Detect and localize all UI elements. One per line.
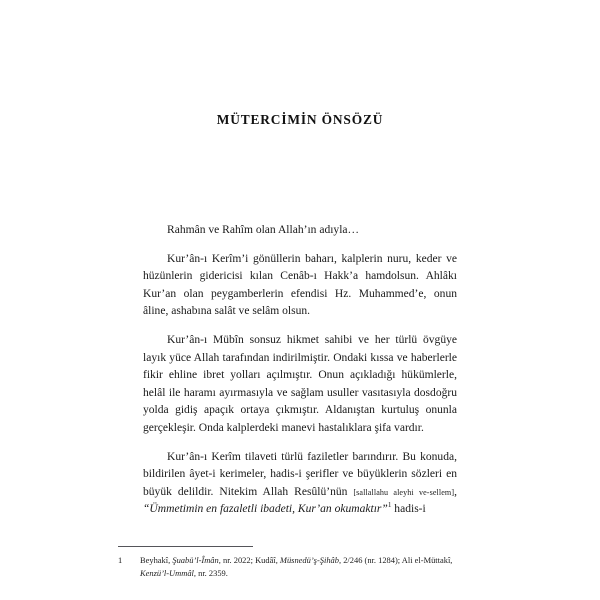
source-title: Müsnedü’ş-Şihâb bbox=[279, 555, 339, 565]
text-run: hadis-i bbox=[391, 503, 426, 516]
footnote-separator-rule bbox=[118, 546, 253, 547]
text-run: , bbox=[454, 485, 458, 498]
text-run: Kur’ân-ı Kerîm tilaveti türlü faziletler barındırır. Bu konuda, bildirilen âyet-i kerimeler, hadis-i şerifler ve büyüklerin sözleri en büyük delildir. Nitekim Allah Resûlü’nün bbox=[143, 450, 457, 498]
text-run: , 2/246 (nr. 1284); Ali el-Müttakî, bbox=[338, 555, 453, 565]
text-run: , nr. 2022; Kudâî, bbox=[218, 555, 280, 565]
hadith-quote: “Ümmetimin en fazaletli ibadeti, Kur’an okumaktır” bbox=[143, 503, 388, 516]
paragraph-kuran-mubin: Kur’ân-ı Mübîn sonsuz hikmet sahibi ve her türlü övgüye layık yüce Allah tarafından indirilmiştir. Ondaki kıssa ve haberlerle fikir ehline ibret yolları açılmıştır. Onun açıkladığı hükümlerle, helâl ile haramı ayırmasıyla ve sağlam usuller vasıtasıyla dosdoğru yolda gidiş apaçık ortaya çıkmıştır. Aldanıştan kurtuluş onunla gerçekleşir. Onda kalplerdeki manevi hastalıklara şifa vardır. bbox=[143, 333, 457, 434]
footnote-item bbox=[118, 554, 463, 579]
source-title: Kenzü’l-Ummâl bbox=[140, 567, 194, 578]
text-run: Beyhakî, bbox=[140, 555, 173, 565]
paragraph-tilavet bbox=[143, 449, 457, 519]
footnote-reference-marker[interactable]: 1 bbox=[387, 501, 392, 510]
source-title: Şuabü’l-Îmân bbox=[172, 555, 219, 565]
footnote-area bbox=[118, 546, 463, 579]
hadith-attribution-small: [sallallahu aleyhi ve-sellem] bbox=[353, 487, 455, 497]
text-run: , nr. 2359. bbox=[193, 567, 228, 578]
footnote-number: 1 bbox=[118, 555, 123, 565]
paragraph-basmala: Rahmân ve Rahîm olan Allah’ın adıyla… bbox=[167, 224, 360, 236]
paragraph-hamdele: Kur’ân-ı Kerîm’i gönüllerin baharı, kalplerin nuru, keder ve hüzünlerin gidericisi kılan Cenâb-ı Hakk’a hamdolsun. Ahlâkı Kur’an olan peygamberlerin efendisi Hz. Muhammed’e, onun âline, ashabına salât ve selâm olsun. bbox=[143, 252, 457, 318]
page-title: MÜTERCİMİN ÖNSÖZÜ bbox=[216, 111, 384, 127]
body-text-block bbox=[143, 222, 457, 519]
footnote-text bbox=[140, 555, 452, 578]
